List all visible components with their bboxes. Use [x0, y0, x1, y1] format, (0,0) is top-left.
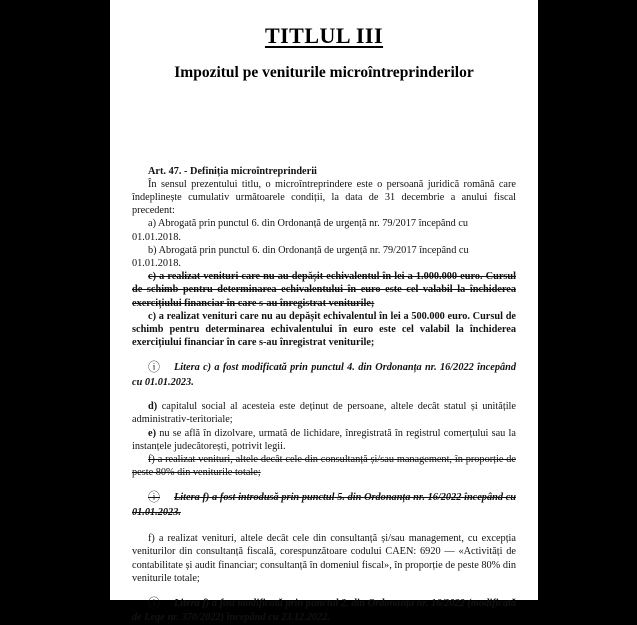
amendment-note-f-repealed-text: Litera f) a fost introdusă prin punctul 5. din Ordonanța nr. 16/2022 începând cu 01.01.2023. — [132, 492, 516, 518]
article-body — [132, 165, 516, 625]
info-icon: ⓘ — [148, 595, 161, 610]
spacer — [132, 519, 516, 532]
page-title-text: TITLUL III — [264, 23, 384, 48]
amendment-note-c — [132, 360, 516, 389]
list-item-b: b) Abrogată prin punctul 6. din Ordonanță de urgență nr. 79/2017 începând cu 01.01.2018. — [132, 244, 469, 269]
spacer — [132, 389, 516, 400]
document-page — [110, 0, 538, 624]
article-intro: În sensul prezentului titlu, o microîntreprindere este o persoană juridică română care îndeplinește cumulativ următoarele condiții, la data de 31 decembrie a anului fiscal precedent: — [132, 178, 516, 217]
list-item-e-text: nu se află în dizolvare, urmată de lichidare, înregistrată în registrul comerțului sau la instanțele judecătorești, potrivit legii. — [132, 427, 516, 452]
info-icon: ⓘ — [148, 360, 161, 375]
list-item-d-label: d) — [148, 401, 158, 413]
list-item-c-current: c) a realizat venituri care nu au depășit echivalentul în lei a 500.000 euro. Cursul de schimb pentru determinarea echivalentului în euro este cel valabil la închiderea exercițiului financiar în care s-au înregistrat veniturile; — [132, 310, 516, 349]
page-title — [132, 24, 516, 48]
list-item-f-current: f) a realizat venituri, altele decât cele din consultanță și/sau management, cu excepția veniturilor din consultanță fiscală, corespunzătoare codului CAEN: 6920 — «Activități de contabilitate și audit financiar; consultanță în domeniul fiscal», în proporție de peste 80% din veniturile totale; — [132, 533, 516, 584]
page-subtitle: Impozitul pe veniturile microîntreprinderilor — [174, 64, 474, 82]
amendment-note-f-current-text: Litera f) a fost modificată prin punctul 2. din Ordonanța nr. 16/2022 (modificată de Lege nr. 370/2022) începând cu 23.12.2022. — [132, 597, 516, 624]
page-content — [110, 24, 538, 625]
list-item-e — [132, 427, 516, 453]
amendment-note-c-text: Litera c) a fost modificată prin punctul 4. din Ordonanța nr. 16/2022 începând cu 01.01.2023. — [132, 362, 516, 388]
article-heading: Art. 47. - Definiția microîntreprinderii — [148, 165, 317, 177]
list-item-a: a) Abrogată prin punctul 6. din Ordonanță de urgență nr. 79/2017 începând cu 01.01.2018. — [132, 218, 469, 243]
list-item-c-repealed: c) a realizat venituri care nu au depășit echivalentul în lei a 1.000.000 euro. Cursul de schimb pentru determinarea echivalentului în euro este cel valabil la închiderea exercițiului financiar în care s-au înregistrat veniturile; — [132, 271, 516, 309]
list-item-e-label: e) — [148, 427, 156, 439]
list-item-f-repealed: f) a realizat venituri, altele decât cele din consultanță și/sau management, în proporție de peste 80% din veniturile totale; — [132, 453, 516, 479]
info-icon: ⓘ — [148, 490, 161, 505]
list-item-d — [132, 400, 516, 426]
amendment-note-f-repealed — [132, 490, 516, 519]
list-item-d-text: capitalul social al acesteia este deținut de persoane, altele decât statul și unitățile administrativ-teritoriale; — [132, 401, 516, 426]
amendment-note-f-current — [132, 596, 516, 625]
